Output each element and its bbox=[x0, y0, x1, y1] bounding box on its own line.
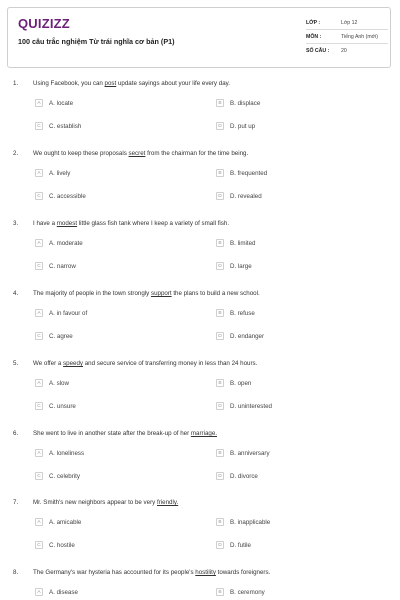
option-checkbox[interactable]: A bbox=[35, 518, 43, 526]
option-b[interactable] bbox=[216, 307, 255, 319]
question-text: I have a modest little glass fish tank where I keep a variety of small fish. bbox=[33, 220, 230, 227]
option-checkbox[interactable]: C bbox=[35, 192, 43, 200]
option-label: B. limited bbox=[230, 239, 256, 247]
page-title: 100 câu trắc nghiệm Từ trái nghĩa cơ bản (P1) bbox=[18, 37, 175, 46]
option-checkbox[interactable]: A bbox=[35, 309, 43, 317]
option-checkbox[interactable]: B bbox=[216, 169, 224, 177]
option-d[interactable] bbox=[216, 260, 252, 272]
question-number: 7. bbox=[13, 499, 19, 506]
keyword: modest bbox=[56, 220, 78, 227]
question-2 bbox=[0, 150, 400, 220]
question-text: She went to live in another state after the break-up of her marriage. bbox=[33, 430, 218, 437]
question-text: The majority of people in the town strongly support the plans to build a new school. bbox=[33, 290, 260, 297]
meta-label: LỚP : bbox=[306, 19, 321, 26]
option-label: C. celebrity bbox=[49, 472, 80, 480]
option-a[interactable] bbox=[35, 307, 87, 319]
option-b[interactable] bbox=[216, 237, 255, 249]
question-text: Using Facebook, you can post update sayings about your life every day. bbox=[33, 80, 230, 87]
question-7 bbox=[0, 499, 400, 569]
option-checkbox[interactable]: A bbox=[35, 379, 43, 387]
option-a[interactable] bbox=[35, 97, 73, 109]
option-checkbox[interactable]: A bbox=[35, 588, 43, 596]
option-a[interactable] bbox=[35, 237, 83, 249]
option-checkbox[interactable]: B bbox=[216, 588, 224, 596]
question-text: The Germany's war hysteria has accounted for its people's hostility towards foreigners. bbox=[33, 569, 271, 576]
question-number: 2. bbox=[13, 150, 19, 157]
option-checkbox[interactable]: D bbox=[216, 472, 224, 480]
option-checkbox[interactable]: A bbox=[35, 239, 43, 247]
option-d[interactable] bbox=[216, 330, 264, 342]
keyword: marriage. bbox=[190, 430, 218, 437]
option-label: A. amicable bbox=[49, 518, 82, 526]
option-label: C. agree bbox=[49, 332, 73, 340]
option-label: D. endanger bbox=[230, 332, 265, 340]
option-checkbox[interactable]: D bbox=[216, 192, 224, 200]
option-checkbox[interactable]: C bbox=[35, 122, 43, 130]
keyword: friendly. bbox=[156, 499, 179, 506]
option-checkbox[interactable]: B bbox=[216, 449, 224, 457]
option-label: D. futile bbox=[230, 541, 251, 549]
option-label: D. divorce bbox=[230, 472, 258, 480]
option-label: C. narrow bbox=[49, 262, 76, 270]
option-checkbox[interactable]: B bbox=[216, 239, 224, 247]
option-b[interactable] bbox=[216, 447, 270, 459]
option-d[interactable] bbox=[216, 470, 258, 482]
option-a[interactable] bbox=[35, 167, 70, 179]
question-3 bbox=[0, 220, 400, 290]
option-label: D. put up bbox=[230, 122, 256, 130]
option-label: B. anniversary bbox=[230, 449, 270, 457]
question-number: 8. bbox=[13, 569, 19, 576]
option-label: A. moderate bbox=[49, 239, 83, 247]
option-checkbox[interactable]: D bbox=[216, 541, 224, 549]
option-checkbox[interactable]: B bbox=[216, 518, 224, 526]
question-6 bbox=[0, 430, 400, 500]
option-b[interactable] bbox=[216, 516, 270, 528]
option-c[interactable] bbox=[35, 190, 86, 202]
keyword: support bbox=[150, 290, 172, 297]
option-label: B. displace bbox=[230, 99, 261, 107]
option-a[interactable] bbox=[35, 447, 84, 459]
keyword: speedy bbox=[63, 360, 83, 367]
option-label: A. loneliness bbox=[49, 449, 85, 457]
option-checkbox[interactable]: A bbox=[35, 99, 43, 107]
option-label: A. lively bbox=[49, 169, 71, 177]
question-text: We ought to keep these proposals secret from the chairman for the time being. bbox=[33, 150, 249, 157]
option-label: C. hostile bbox=[49, 541, 75, 549]
option-checkbox[interactable]: A bbox=[35, 449, 43, 457]
option-d[interactable] bbox=[216, 400, 272, 412]
option-label: B. ceremony bbox=[230, 588, 265, 596]
option-label: B. inapplicable bbox=[230, 518, 271, 526]
question-8 bbox=[0, 569, 400, 600]
option-b[interactable] bbox=[216, 586, 265, 598]
question-text: Mr. Smith's new neighbors appear to be very friendly. bbox=[33, 499, 179, 506]
option-checkbox[interactable]: B bbox=[216, 99, 224, 107]
option-checkbox[interactable]: D bbox=[216, 332, 224, 340]
question-number: 5. bbox=[13, 360, 19, 367]
option-b[interactable] bbox=[216, 167, 267, 179]
option-checkbox[interactable]: D bbox=[216, 402, 224, 410]
option-label: A. in favour of bbox=[49, 309, 88, 317]
option-checkbox[interactable]: C bbox=[35, 262, 43, 270]
option-label: B. open bbox=[230, 379, 252, 387]
option-label: C. accessible bbox=[49, 192, 86, 200]
option-label: B. frequented bbox=[230, 169, 268, 177]
option-c[interactable] bbox=[35, 400, 76, 412]
option-label: A. disease bbox=[49, 588, 78, 596]
option-checkbox[interactable]: A bbox=[35, 169, 43, 177]
keyword: hostility bbox=[195, 569, 216, 576]
option-a[interactable] bbox=[35, 516, 81, 528]
option-label: C. unsure bbox=[49, 402, 76, 410]
keyword: post bbox=[104, 80, 117, 87]
question-number: 3. bbox=[13, 220, 19, 227]
keyword: secret bbox=[128, 150, 146, 157]
question-5 bbox=[0, 360, 400, 430]
option-label: D. uninterested bbox=[230, 402, 272, 410]
question-4 bbox=[0, 290, 400, 360]
option-checkbox[interactable]: C bbox=[35, 541, 43, 549]
option-b[interactable] bbox=[216, 97, 260, 109]
option-a[interactable] bbox=[35, 377, 69, 389]
option-checkbox[interactable]: D bbox=[216, 262, 224, 270]
option-checkbox[interactable]: C bbox=[35, 332, 43, 340]
option-c[interactable] bbox=[35, 330, 73, 342]
meta-value: Lớp 12 bbox=[341, 19, 358, 26]
quizizz-logo[interactable]: QUIZIZZ bbox=[18, 16, 70, 31]
meta-value: 20 bbox=[341, 47, 347, 54]
question-text: We offer a speedy and secure service of transferring money in less than 24 hours. bbox=[33, 360, 258, 367]
meta-label: MÔN : bbox=[306, 33, 322, 40]
option-d[interactable] bbox=[216, 190, 262, 202]
option-label: B. refuse bbox=[230, 309, 255, 317]
question-number: 1. bbox=[13, 80, 19, 87]
question-number: 4. bbox=[13, 290, 19, 297]
option-checkbox[interactable]: D bbox=[216, 122, 224, 130]
option-label: D. large bbox=[230, 262, 252, 270]
option-label: D. revealed bbox=[230, 192, 262, 200]
option-a[interactable] bbox=[35, 586, 78, 598]
option-c[interactable] bbox=[35, 539, 75, 551]
option-label: C. establish bbox=[49, 122, 82, 130]
question-1 bbox=[0, 80, 400, 150]
option-b[interactable] bbox=[216, 377, 251, 389]
option-d[interactable] bbox=[216, 539, 251, 551]
option-c[interactable] bbox=[35, 120, 81, 132]
option-c[interactable] bbox=[35, 470, 80, 482]
meta-value: Tiếng Anh (mới) bbox=[341, 33, 378, 40]
option-checkbox[interactable]: B bbox=[216, 309, 224, 317]
option-checkbox[interactable]: C bbox=[35, 472, 43, 480]
meta-label: SỐ CÂU : bbox=[306, 47, 330, 54]
option-c[interactable] bbox=[35, 260, 76, 272]
question-number: 6. bbox=[13, 430, 19, 437]
option-label: A. locate bbox=[49, 99, 74, 107]
option-checkbox[interactable]: B bbox=[216, 379, 224, 387]
option-checkbox[interactable]: C bbox=[35, 402, 43, 410]
option-label: A. slow bbox=[49, 379, 69, 387]
option-d[interactable] bbox=[216, 120, 255, 132]
